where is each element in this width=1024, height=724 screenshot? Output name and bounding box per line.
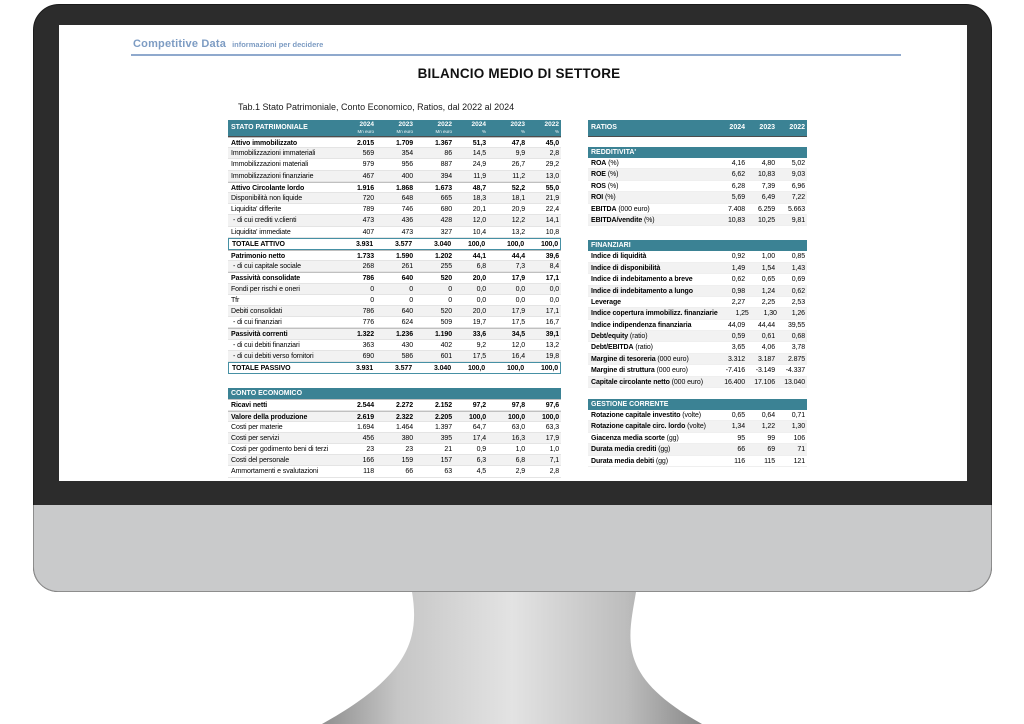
brand-tagline: informazioni per decidere [232,40,324,49]
table-caption: Tab.1 Stato Patrimoniale, Conto Economico, Ratios, dal 2022 al 2024 [238,102,515,112]
table-row: Rotazione capitale circ. lordo (volte) 1,34 1,22 1,30 [588,421,807,432]
table-row: Indice indipendenza finanziaria 44,09 44,44 39,55 [588,320,807,331]
table-row: - di cui finanziari 776 624 509 19,7 17,5 16,7 [228,317,561,328]
table-row: ROE (%) 6,62 10,83 9,03 [588,169,807,180]
table-row: TOTALE ATTIVO 3.931 3.577 3.040 100,0 100,0 100,0 [228,238,561,250]
table-row: Costi del personale 166 159 157 6,3 6,8 7,1 [228,455,561,466]
section-header: FINANZIARI [588,240,807,251]
table-row: Costi per servizi 456 380 395 17,4 16,3 17,9 [228,433,561,444]
section-header: REDDITIVITA' [588,147,807,158]
table-row: Indice copertura immobilizz. finanziarie 1,25 1,30 1,26 [588,308,807,319]
table-row: - di cui crediti v.clienti 473 436 428 12,0 12,2 14,1 [228,215,561,226]
year-column-header: 2024 Mn euro [357,121,374,134]
table-row: Indice di disponibilità 1,49 1,54 1,43 [588,263,807,274]
table-row: Liquidita' immediate 407 473 327 10,4 13,2 10,8 [228,227,561,238]
table-row: Indice di liquidità 0,92 1,00 0,85 [588,251,807,262]
brand-header [133,34,323,52]
table-row: Leverage 2,27 2,25 2,53 [588,297,807,308]
table-row: Costi per godimento beni di terzi 23 23 21 0,9 1,0 1,0 [228,444,561,455]
table-row: Immobilizzazioni finanziarie 467 400 394 11,9 11,2 13,0 [228,171,561,182]
spacer [588,226,807,240]
table-header: STATO PATRIMONIALE 2024 Mn euro 2023 Mn euro 2022 Mn euro 2024 % 2023 % 2022 % [228,120,561,137]
header-rule [131,54,901,56]
table-row: Debiti consolidati 786 640 520 20,0 17,9 17,1 [228,306,561,317]
page-title: BILANCIO MEDIO DI SETTORE [417,66,621,81]
table-row: - di cui debiti finanziari 363 430 402 9,2 12,0 13,2 [228,340,561,351]
table-row: ROI (%) 5,69 6,49 7,22 [588,192,807,203]
stato-patrimoniale-table [228,120,561,478]
table-row: Fondi per rischi e oneri 0 0 0 0,0 0,0 0,0 [228,284,561,295]
table-header: RATIOS 2024 2023 2022 [588,120,807,137]
year-column-header: 2022 Mn euro [435,121,452,134]
table-row: Liquidita' differite 789 746 680 20,1 20,9 22,4 [228,204,561,215]
table-row: Immobilizzazioni materiali 979 956 887 24,9 26,7 29,2 [228,159,561,170]
table-row: ROA (%) 4,16 4,80 5,02 [588,158,807,169]
table-row: Durata media crediti (gg) 66 69 71 [588,444,807,455]
table-row: Patrimonio netto 1.733 1.590 1.202 44,1 44,4 39,6 [228,250,561,261]
monitor-screen [59,25,967,481]
table-row: Rotazione capitale investito (volte) 0,65 0,64 0,71 [588,410,807,421]
table-row: Debt/equity (ratio) 0,59 0,61 0,68 [588,331,807,342]
monitor-chin [33,505,992,592]
table-row: Indice di indebitamento a breve 0,62 0,65 0,69 [588,274,807,285]
table-row: Durata media debiti (gg) 116 115 121 [588,456,807,467]
monitor-frame [33,4,992,592]
table-row: Indice di indebitamento a lungo 0,98 1,24 0,62 [588,286,807,297]
ratios-table [588,120,807,467]
year-column-header: 2024 % [471,121,486,134]
table-row: Debt/EBITDA (ratio) 3,65 4,06 3,78 [588,342,807,353]
table-row: Valore della produzione 2.619 2.322 2.205 100,0 100,0 100,0 [228,411,561,422]
table-row: Ammortamenti e svalutazioni 118 66 63 4,5 2,9 2,8 [228,466,561,477]
stand-neck [322,592,702,724]
year-column-header: 2023 Mn euro [396,121,413,134]
table-row: Costi per materie 1.694 1.464 1.397 64,7 63,0 63,3 [228,422,561,433]
spacer [588,137,807,147]
table-row: Passività correnti 1.322 1.236 1.190 33,6 34,5 39,1 [228,328,561,339]
spacer [228,374,561,388]
table-row: Passività consolidate 786 640 520 20,0 17,9 17,1 [228,272,561,283]
table-row: TOTALE PASSIVO 3.931 3.577 3.040 100,0 100,0 100,0 [228,362,561,374]
table-row: Ricavi netti 2.544 2.272 2.152 97,2 97,8 97,6 [228,399,561,410]
year-column-header: 2023 % [510,121,525,134]
table-row: Margine di tesoreria (000 euro) 3.312 3.187 2.875 [588,354,807,365]
table-row: EBITDA/vendite (%) 10,83 10,25 9,81 [588,215,807,226]
table-row: Giacenza media scorte (gg) 95 99 106 [588,433,807,444]
table-row: Margine di struttura (000 euro) -7.416 -3.149 -4.337 [588,365,807,376]
table-row: - di cui capitale sociale 268 261 255 6,8 7,3 8,4 [228,261,561,272]
table-row: Immobilizzazioni immateriali 569 354 86 14,5 9,9 2,8 [228,148,561,159]
section-header: CONTO ECONOMICO [228,388,561,399]
section-header: GESTIONE CORRENTE [588,399,807,410]
table-row: Attivo Circolante lordo 1.916 1.868 1.673 48,7 52,2 55,0 [228,182,561,193]
year-column-header: 2022 % [544,121,559,134]
brand-logo: Competitive Data [133,38,227,50]
table-row: Disponibilità non liquide 720 648 665 18,3 18,1 21,9 [228,193,561,204]
monitor-stand [0,592,1024,724]
table-row: Tfr 0 0 0 0,0 0,0 0,0 [228,295,561,306]
table-row: ROS (%) 6,28 7,39 6,96 [588,181,807,192]
table-row: - di cui debiti verso fornitori 690 586 601 17,5 16,4 19,8 [228,351,561,362]
table-row: EBITDA (000 euro) 7.408 6.259 5.663 [588,204,807,215]
spacer [588,388,807,399]
table-row: Attivo immobilizzato 2.015 1.709 1.367 51,3 47,8 45,0 [228,137,561,148]
table-row: Capitale circolante netto (000 euro) 16.400 17.106 13.040 [588,377,807,388]
